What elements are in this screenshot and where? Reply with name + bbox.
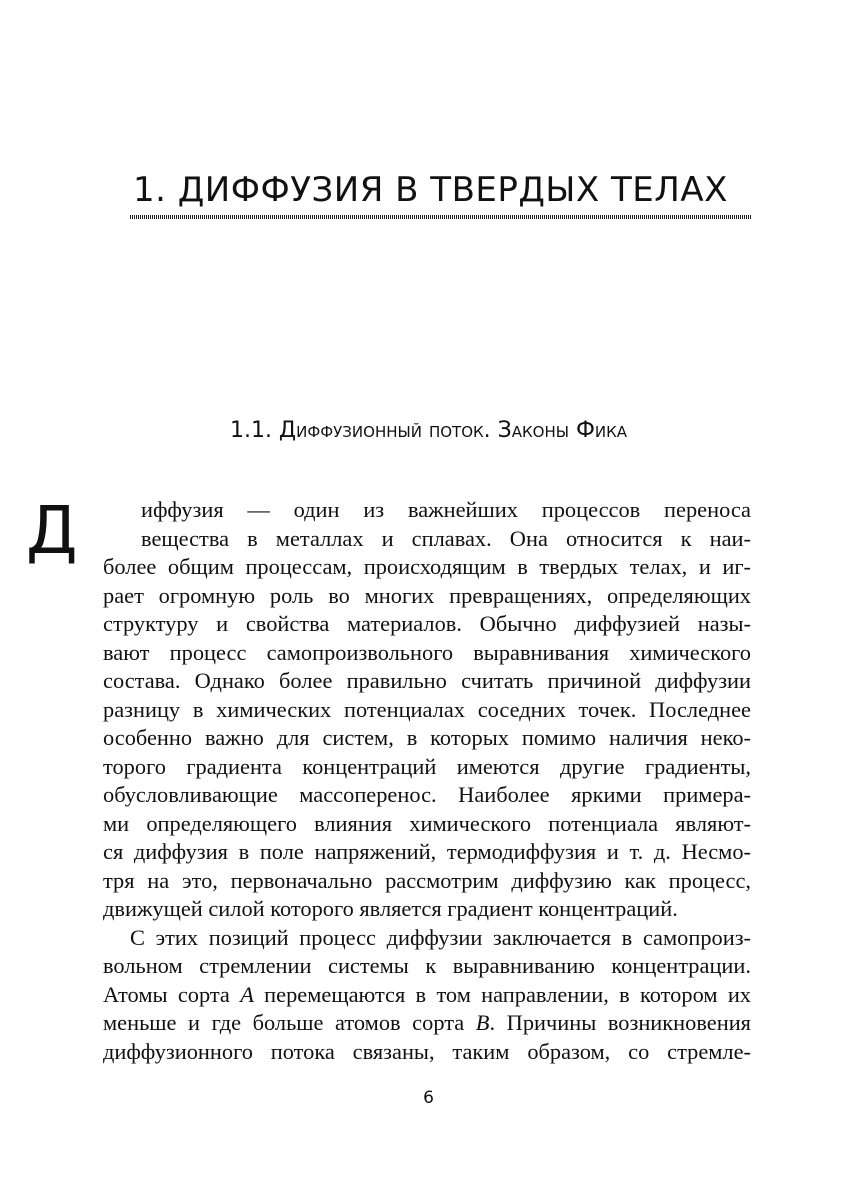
text-line: движущей силой которого является градиент концентраций. [103, 896, 678, 921]
italic-symbol-a: A [240, 981, 254, 1007]
text-line [103, 1009, 751, 1038]
text-line: вают процесс самопроизвольного выравнивания химического [103, 639, 751, 665]
text-line: вещества в металлах и сплавах. Она относится к наи- [141, 525, 751, 551]
chapter-title: 1. ДИФФУЗИЯ В ТВЕРДЫХ ТЕЛАХ [133, 170, 728, 210]
text-line: тря на это, первоначально рассмотрим диффузию как процесс, [103, 867, 751, 893]
text-fragment: . Причины возникновения [489, 1010, 751, 1035]
text-line: ся диффузия в поле напряжений, термодиффузия и т. д. Несмо- [103, 839, 751, 864]
text-line: состава. Однако более правильно считать причиной диффузии [103, 668, 751, 693]
text-line: торого градиента концентраций имеются другие градиенты, [103, 753, 751, 779]
text-line [103, 981, 751, 1010]
text-line: более общим процессам, происходящим в твердых телах, и иг- [103, 554, 751, 579]
italic-symbol-b: B [475, 1010, 490, 1035]
body-text [103, 496, 751, 1066]
text-line: С этих позиций процесс диффузии заключается в самопроиз- [130, 924, 751, 950]
text-line: диффузионного потока связаны, таким образом, со стремле- [103, 1038, 751, 1064]
text-fragment: перемещаются в том направлении, в котором их [253, 981, 751, 1007]
text-line: разницу в химических потенциалах соседних точек. Последнее [103, 696, 751, 722]
page-number: 6 [423, 1088, 434, 1108]
text-line: структуру и свойства материалов. Обычно диффузией назы- [103, 611, 751, 636]
text-line: ми определяющего влияния химического потенциала являют- [103, 810, 751, 836]
text-line: особенно важно для систем, в которых помимо наличия неко- [103, 725, 751, 750]
chapter-title-underline [130, 215, 752, 219]
drop-cap-letter: Д [26, 492, 78, 569]
text-line: иффузия — один из важнейших процессов переноса [141, 497, 751, 522]
text-fragment: Атомы сорта [103, 981, 241, 1007]
text-fragment: меньше и где больше атомов сорта [103, 1010, 476, 1035]
text-line: обусловливающие массоперенос. Наиболее яркими примера- [103, 782, 751, 807]
section-heading: 1.1. Диффузионный поток. Законы Фика [229, 418, 628, 443]
text-line: рает огромную роль во многих превращениях, определяющих [103, 582, 751, 608]
text-line: вольном стремлении системы к выравниванию концентрации. [103, 953, 751, 978]
